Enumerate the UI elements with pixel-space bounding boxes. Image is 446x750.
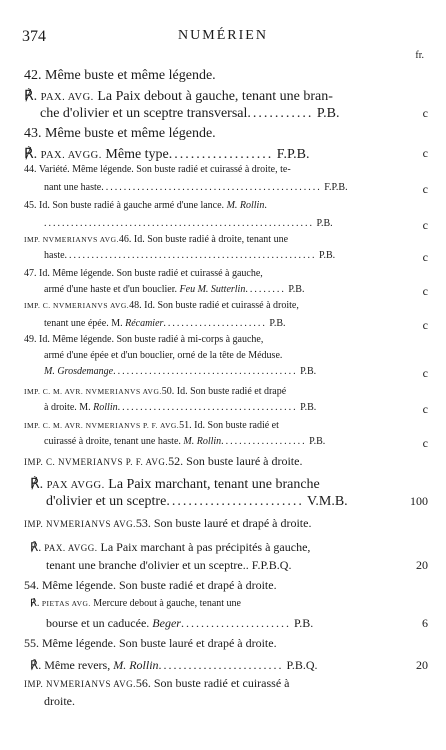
size-mark: P.B. xyxy=(266,318,286,329)
entry-text: Même revers, xyxy=(44,658,114,672)
reverse-mark: ℟. xyxy=(30,477,44,492)
size-mark: P.B. xyxy=(297,402,317,413)
rarity-column-heading: fr. xyxy=(415,50,424,61)
entry-line xyxy=(0,598,446,618)
collection-name: M. Rollin xyxy=(183,436,222,447)
size-mark: P.B. xyxy=(316,250,336,261)
entry-text: d'olivier et un sceptre xyxy=(46,494,167,509)
size-mark: F.P.B. xyxy=(321,182,348,193)
leader-dots: ................... xyxy=(221,436,307,447)
entry-text: tenant une épée. M. xyxy=(44,318,126,329)
coin-legend: PIETAS AVG. xyxy=(41,599,91,608)
rarity-value: c xyxy=(422,182,428,196)
entry-line xyxy=(0,616,446,636)
entry-text: 49. Id. Même légende. Son buste radié à mi-corps à gauche, xyxy=(24,334,264,345)
collection-name: Rollin xyxy=(93,402,118,413)
coin-legend: IMP. C. M. AVR. NVMERIANVS AVG. xyxy=(24,387,162,396)
leader-dots: ......................... xyxy=(158,658,284,672)
size-mark: P.B. xyxy=(314,218,333,229)
entry-line xyxy=(0,182,446,202)
rarity-value: c xyxy=(422,218,428,232)
entry-text: tenant une branche d'olivier et un sceptre.. xyxy=(46,558,249,572)
entry-line xyxy=(0,540,446,560)
entry-line xyxy=(0,658,446,678)
rarity-value: c xyxy=(422,318,428,332)
entry-line xyxy=(0,126,446,146)
size-mark: P.B. xyxy=(313,106,340,121)
entry-text: 47. Id. Même légende. Son buste radié et cuirassé à gauche, xyxy=(24,268,263,279)
rarity-value: 20 xyxy=(416,658,428,672)
size-mark: P.B. xyxy=(306,436,326,447)
entry-line xyxy=(0,366,446,386)
leader-dots: ......................... xyxy=(166,494,304,509)
entry-line xyxy=(0,516,446,536)
rarity-value: c xyxy=(422,402,428,416)
leader-dots: ............................................................ xyxy=(44,218,314,229)
entry-text: La Paix marchant, tenant une branche xyxy=(104,477,320,492)
entry-text: 54. Même légende. Son buste radié et drapé à droite. xyxy=(24,578,277,592)
entry-text: La Paix marchant à pas précipités à gauche, xyxy=(97,540,311,554)
entry-line xyxy=(0,636,446,656)
size-mark: P.B. xyxy=(290,616,314,630)
coin-legend: IMP. C. M. AVR. NVMERIANVS P. F. AVG. xyxy=(24,421,180,430)
coin-legend: IMP. NVMERIANVS AVG. xyxy=(24,235,119,244)
entry-line xyxy=(0,402,446,422)
entry-line xyxy=(0,300,446,320)
entry-line xyxy=(0,106,446,126)
entry-line xyxy=(0,200,446,220)
entry-text: La Paix debout à gauche, tenant une bran- xyxy=(93,89,333,104)
entry-text: 52. xyxy=(168,454,187,468)
entry-text: 44. Variété. Même légende. Son buste radié et cuirassé à droite, te- xyxy=(24,164,291,175)
reverse-mark: ℟. xyxy=(24,89,38,104)
size-mark: V.M.B. xyxy=(303,494,348,509)
entry-text: che d'olivier et un sceptre transversal xyxy=(40,106,248,121)
reverse-mark: ℟. xyxy=(30,658,42,672)
coin-legend: PAX AVGG. xyxy=(46,480,105,491)
entry-text: 48. Id. xyxy=(129,300,158,311)
entry-line xyxy=(0,436,446,456)
entry-text: haste xyxy=(44,250,65,261)
size-mark: P.B. xyxy=(285,284,305,295)
entry-line xyxy=(0,164,446,184)
entry-text: 55. Même légende. Son buste lauré et drapé à droite. xyxy=(24,636,277,650)
coin-legend: PAX. AVGG. xyxy=(40,150,102,161)
size-mark: P.B.Q. xyxy=(283,658,318,672)
entry-text: 51. Id. xyxy=(179,420,208,431)
entry-text: cuirassé à droite, tenant une haste. xyxy=(44,436,184,447)
coin-legend: IMP. NVMERIANVS AVG. xyxy=(24,519,136,529)
entry-text: 46. Id. xyxy=(118,234,148,245)
leader-dots: ....................... xyxy=(163,318,267,329)
entry-text: 45. Id. Son buste radié à gauche armé d'une lance. xyxy=(24,200,227,211)
rarity-value: c xyxy=(422,366,428,380)
entry-text-tail: Son buste lauré à droite. xyxy=(186,454,303,468)
leader-dots: ............ xyxy=(247,106,314,121)
reverse-mark: ℟. xyxy=(30,540,42,554)
entry-text: Mercure debout à gauche, tenant une xyxy=(90,598,241,609)
page-header xyxy=(0,0,446,61)
coin-legend: IMP. NVMERIANVS AVG. xyxy=(24,679,136,689)
collection-name: Feu M. Sutterlin xyxy=(179,284,246,295)
entry-line xyxy=(0,694,446,714)
entry-text: Même type xyxy=(101,147,169,162)
entry-line xyxy=(0,494,446,514)
collection-name: M. Grosdemange xyxy=(44,366,114,377)
entry-text: 50. Id. xyxy=(161,386,191,397)
rarity-value: c xyxy=(422,436,428,450)
entry-line xyxy=(0,454,446,474)
reverse-mark: ℟. xyxy=(30,598,40,609)
entry-text-tail: Son buste radié et xyxy=(207,420,279,431)
entry-text-tail: . xyxy=(264,200,267,211)
rarity-value: 20 xyxy=(416,558,428,572)
leader-dots: ......................................... xyxy=(113,366,298,377)
rarity-value: 6 xyxy=(422,616,428,630)
leader-dots: ........................................................ xyxy=(64,250,317,261)
entry-line xyxy=(0,68,446,88)
leader-dots: ......... xyxy=(245,284,286,295)
entry-text: 42. Même buste et même légende. xyxy=(24,68,216,83)
rarity-value: c xyxy=(422,250,428,264)
entry-text: bourse et un caducée. xyxy=(46,616,153,630)
rarity-value: c xyxy=(422,106,428,120)
entry-text: droite. xyxy=(44,694,75,708)
leader-dots: ...................... xyxy=(180,616,291,630)
entry-text: armé d'une haste et d'un bouclier. xyxy=(44,284,180,295)
size-mark: F.P.B. xyxy=(273,147,310,162)
collection-name: M. Rollin xyxy=(113,658,159,672)
entry-text: nant une haste xyxy=(44,182,102,193)
entry-line xyxy=(0,88,446,108)
entry-line xyxy=(0,146,446,166)
entry-line xyxy=(0,578,446,598)
leader-dots: ................................................. xyxy=(101,182,322,193)
entry-text: à droite. M. xyxy=(44,402,94,413)
entry-text-tail: Son buste radié et drapé xyxy=(190,386,287,397)
entry-line xyxy=(0,558,446,578)
entry-text: armé d'une épée et d'un bouclier, orné de la tête de Méduse. xyxy=(44,350,283,361)
collection-name: Beger xyxy=(152,616,181,630)
page-number: 374 xyxy=(22,28,46,45)
reverse-mark: ℟. xyxy=(24,147,38,162)
coin-legend: PAX. AVG. xyxy=(40,92,94,103)
leader-dots: ................... xyxy=(168,147,274,162)
page-title: NUMÉRIEN xyxy=(178,28,268,43)
entry-text: 53. xyxy=(135,516,154,530)
coin-legend: PAX. AVGG. xyxy=(44,543,98,553)
collection-name: M. Rollin xyxy=(226,200,265,211)
coin-legend: IMP. C. NVMERIANVS AVG. xyxy=(24,301,130,310)
entry-text-tail: Son buste lauré et drapé à droite. xyxy=(153,516,312,530)
size-mark: F.P.B.Q. xyxy=(248,558,292,572)
entry-line xyxy=(0,476,446,496)
entry-line xyxy=(0,250,446,270)
entry-text-tail: Son buste radié et cuirassé à xyxy=(153,676,290,690)
rarity-value: 100 xyxy=(410,494,428,508)
entry-text-tail: Son buste radié à droite, tenant une xyxy=(147,234,289,245)
entry-line xyxy=(0,676,446,696)
size-mark: P.B. xyxy=(297,366,317,377)
collection-name: Récamier xyxy=(125,318,164,329)
rarity-value: c xyxy=(422,284,428,298)
leader-dots: ........................................ xyxy=(117,402,298,413)
rarity-value: c xyxy=(422,146,428,160)
coin-legend: IMP. C. NVMERIANVS P. F. AVG. xyxy=(24,457,169,467)
entry-text-tail: Son buste radié et cuirassé à droite, xyxy=(157,300,299,311)
entry-text: 43. Même buste et même légende. xyxy=(24,126,216,141)
entry-text: 56. xyxy=(135,676,154,690)
